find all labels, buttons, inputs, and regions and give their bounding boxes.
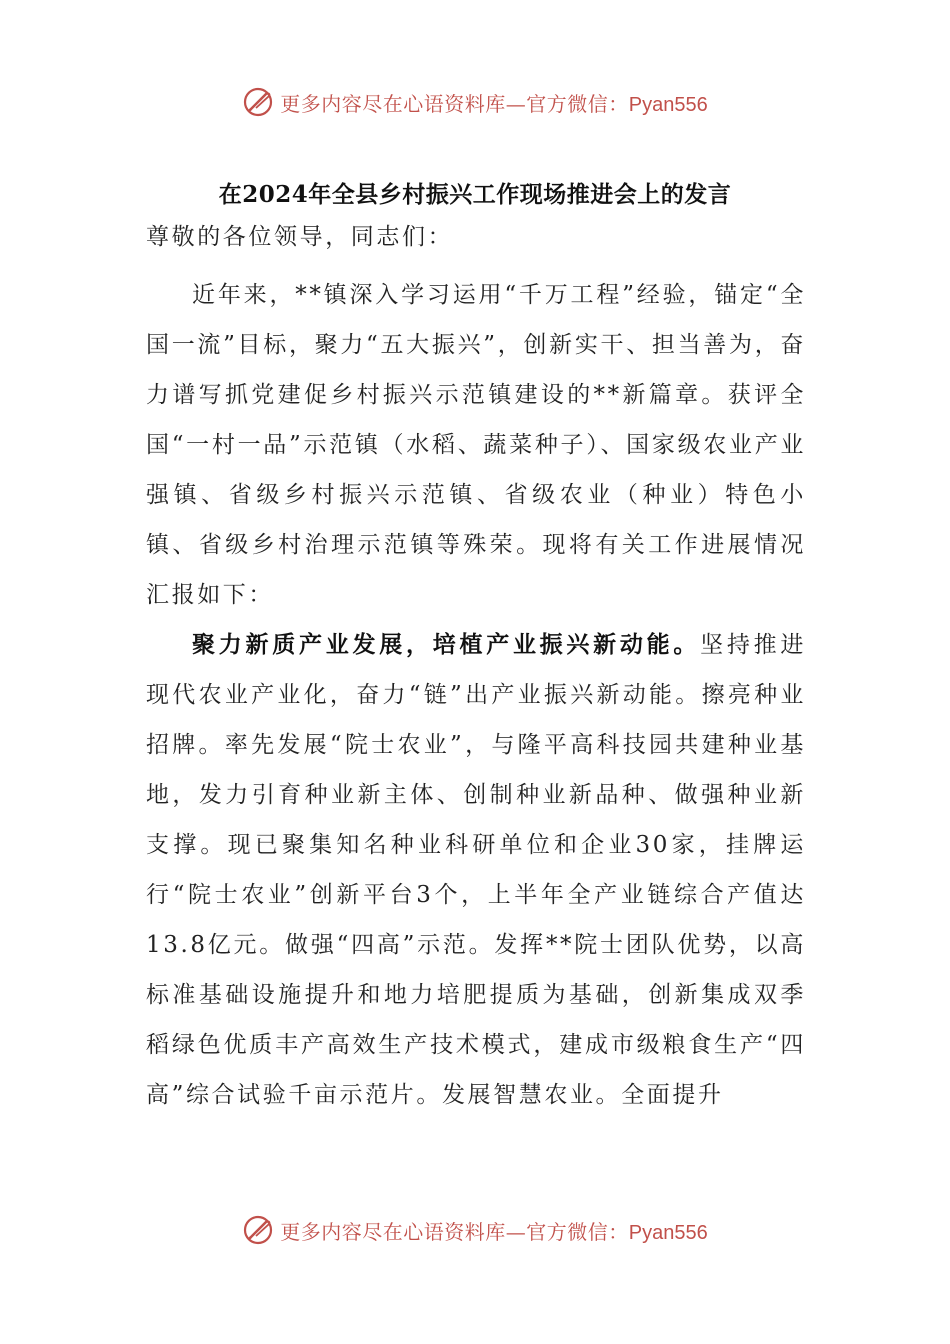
salutation: 尊敬的各位领导，同志们： — [146, 224, 454, 250]
document-title: 在2024年全县乡村振兴工作现场推进会上的发言 — [218, 181, 732, 208]
paragraph-text: 近年来，**镇深入学习运用“千万工程”经验，锚定“全国一流”目标，聚力“五大振兴”，创新实干、担当善为，奋力谱写抓党建促乡村振兴示范镇建设的**新篇章。获评全国“一村一品”示范镇（水稻、蔬菜种子）、国家级农业产业强镇、省级乡村振兴示范镇、省级农业（种业）特色小镇、省级乡村治理示范镇等殊荣。现将有关工作进展情况汇报如下： — [146, 282, 806, 608]
watermark-text: 更多内容尽在心语资料库—官方微信：Pyan556 — [280, 1219, 708, 1244]
paragraph-intro — [146, 270, 806, 620]
watermark-banner-bottom — [0, 1210, 950, 1250]
paragraph-lead: 聚力新质产业发展，培植产业振兴新动能。 — [192, 631, 701, 658]
watermark-banner-top — [0, 82, 950, 122]
watermark-text: 更多内容尽在心语资料库—官方微信：Pyan556 — [280, 91, 708, 116]
quill-pen-seal-icon — [242, 1214, 274, 1246]
paragraph-industry — [146, 620, 806, 1120]
document-body — [146, 212, 806, 1120]
wechat-id: Pyan556 — [628, 1221, 708, 1244]
wechat-id: Pyan556 — [628, 93, 708, 116]
quill-pen-seal-icon — [242, 86, 274, 118]
paragraph-text: 坚持推进现代农业产业化，奋力“链”出产业振兴新动能。擦亮种业招牌。率先发展“院士农业”，与隆平高科技园共建种业基地，发力引育种业新主体、创制种业新品种、做强种业新支撑。现已聚集知名种业科研单位和企业30家，挂牌运行“院士农业”创新平台3个，上半年全产业链综合产值达13.8亿元。做强“四高”示范。发挥**院士团队优势，以高标准基础设施提升和地力培肥提质为基础，创新集成双季稻绿色优质丰产高效生产技术模式，建成市级粮食生产“四高”综合试验千亩示范片。发展智慧农业。全面提升 — [146, 632, 806, 1108]
